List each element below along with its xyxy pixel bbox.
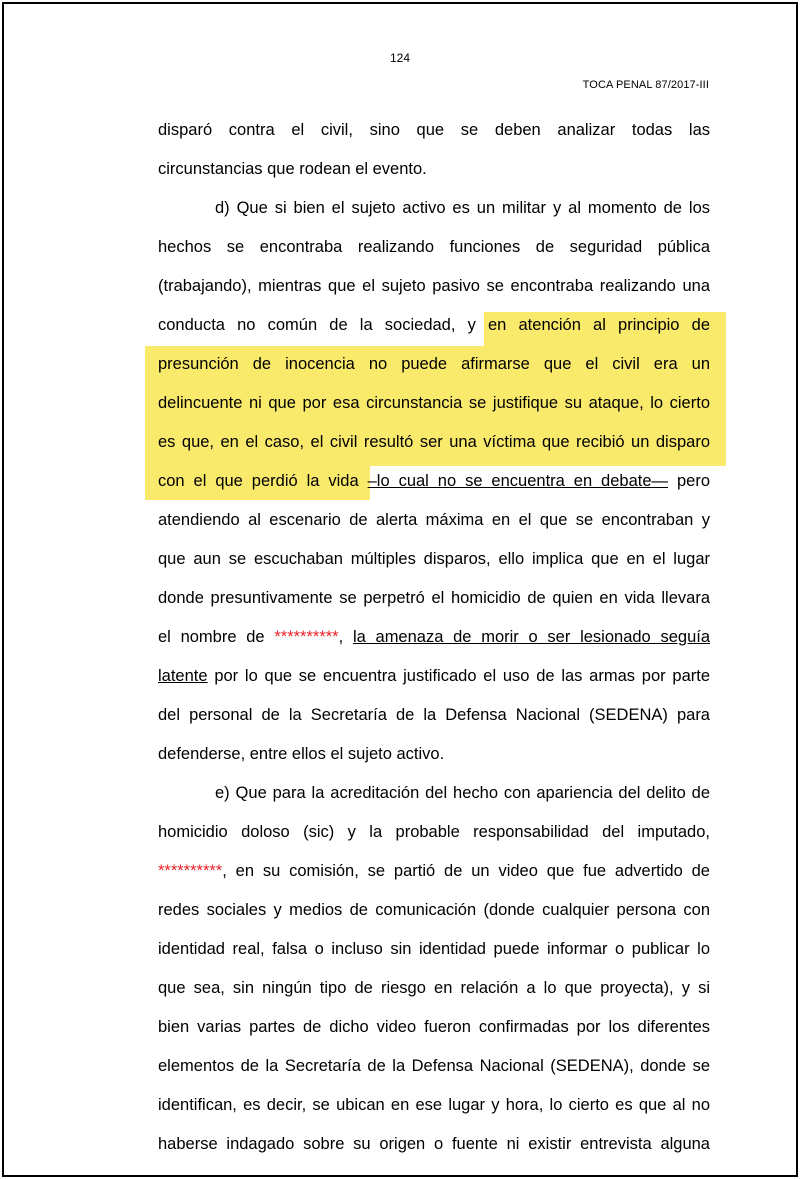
- paragraph-e-start: e) Que para la acreditación del hecho con apariencia del delito de: [215, 784, 710, 802]
- text-span: pero: [676, 472, 711, 490]
- highlighted-text: lo cierto: [650, 394, 710, 412]
- text-line: identidad real, falsa o incluso sin identidad puede informar o publicar lo: [158, 940, 710, 958]
- text-line: [158, 853, 710, 890]
- underlined-text: la amenaza de morir o ser lesionado seguía: [352, 628, 711, 646]
- text-line: que sea, sin ningún tipo de riesgo en relación a lo que proyecta), y si: [158, 979, 710, 997]
- text-line: defenderse, entre ellos el sujeto activo.: [158, 745, 445, 763]
- highlighted-text: con el que perdió la vida: [158, 472, 359, 490]
- highlighted-line: [158, 385, 710, 422]
- highlighted-text: en atención al principio de: [488, 316, 710, 334]
- page-number: 124: [389, 51, 411, 65]
- text-line: [158, 619, 710, 656]
- case-reference: TOCA PENAL 87/2017-III: [582, 79, 709, 91]
- text-line: identifican, es decir, se ubican en ese lugar y hora, lo cierto es que al no: [158, 1096, 710, 1114]
- text-line: (trabajando), mientras que el sujeto pasivo se encontraba realizando una: [158, 277, 710, 295]
- text-span: delincuente ni que por esa circunstancia se justifique su ataque,: [158, 394, 651, 412]
- text-line: redes sociales y medios de comunicación (donde cualquier persona con: [158, 901, 710, 919]
- text-span: ,: [338, 628, 344, 646]
- text-line: atendiendo al escenario de alerta máxima en el que se encontraban y: [158, 511, 710, 529]
- redacted-name: **********: [274, 628, 339, 646]
- text-span: , en su comisión, se partió de un video que fue advertido de: [222, 862, 710, 880]
- text-line: del personal de la Secretaría de la Defensa Nacional (SEDENA) para: [158, 706, 710, 724]
- text-line: circunstancias que rodean el evento.: [158, 160, 427, 178]
- text-span: por lo que se encuentra justificado el uso de las armas por parte: [214, 667, 710, 685]
- underlined-text: latente: [158, 667, 208, 685]
- highlighted-line: es que, en el caso, el civil resultó ser una víctima que recibió un disparo: [158, 433, 710, 451]
- text-line: disparó contra el civil, sino que se deben analizar todas las: [158, 121, 710, 139]
- text-line: haberse indagado sobre su origen o fuente ni existir entrevista alguna: [158, 1135, 710, 1153]
- text-span: conducta no común de la sociedad, y: [158, 316, 488, 334]
- text-line: [158, 463, 710, 500]
- text-line: hechos se encontraba realizando funciones de seguridad pública: [158, 238, 710, 256]
- text-line: [158, 307, 710, 344]
- paragraph-d-start: d) Que si bien el sujeto activo es un militar y al momento de los: [215, 199, 710, 217]
- highlighted-line: presunción de inocencia no puede afirmarse que el civil era un: [158, 355, 710, 373]
- text-line: homicidio doloso (sic) y la probable responsabilidad del imputado,: [158, 823, 710, 841]
- text-line: donde presuntivamente se perpetró el homicidio de quien en vida llevara: [158, 589, 710, 607]
- text-span: el nombre de: [158, 628, 265, 646]
- underlined-text: –lo cual no se encuentra en debate—: [367, 472, 669, 490]
- text-line: bien varias partes de dicho video fueron confirmadas por los diferentes: [158, 1018, 710, 1036]
- text-line: que aun se escuchaban múltiples disparos, ello implica que en el lugar: [158, 550, 710, 568]
- redacted-name: **********: [158, 862, 223, 880]
- text-line: [158, 658, 710, 695]
- text-line: elementos de la Secretaría de la Defensa Nacional (SEDENA), donde se: [158, 1057, 710, 1075]
